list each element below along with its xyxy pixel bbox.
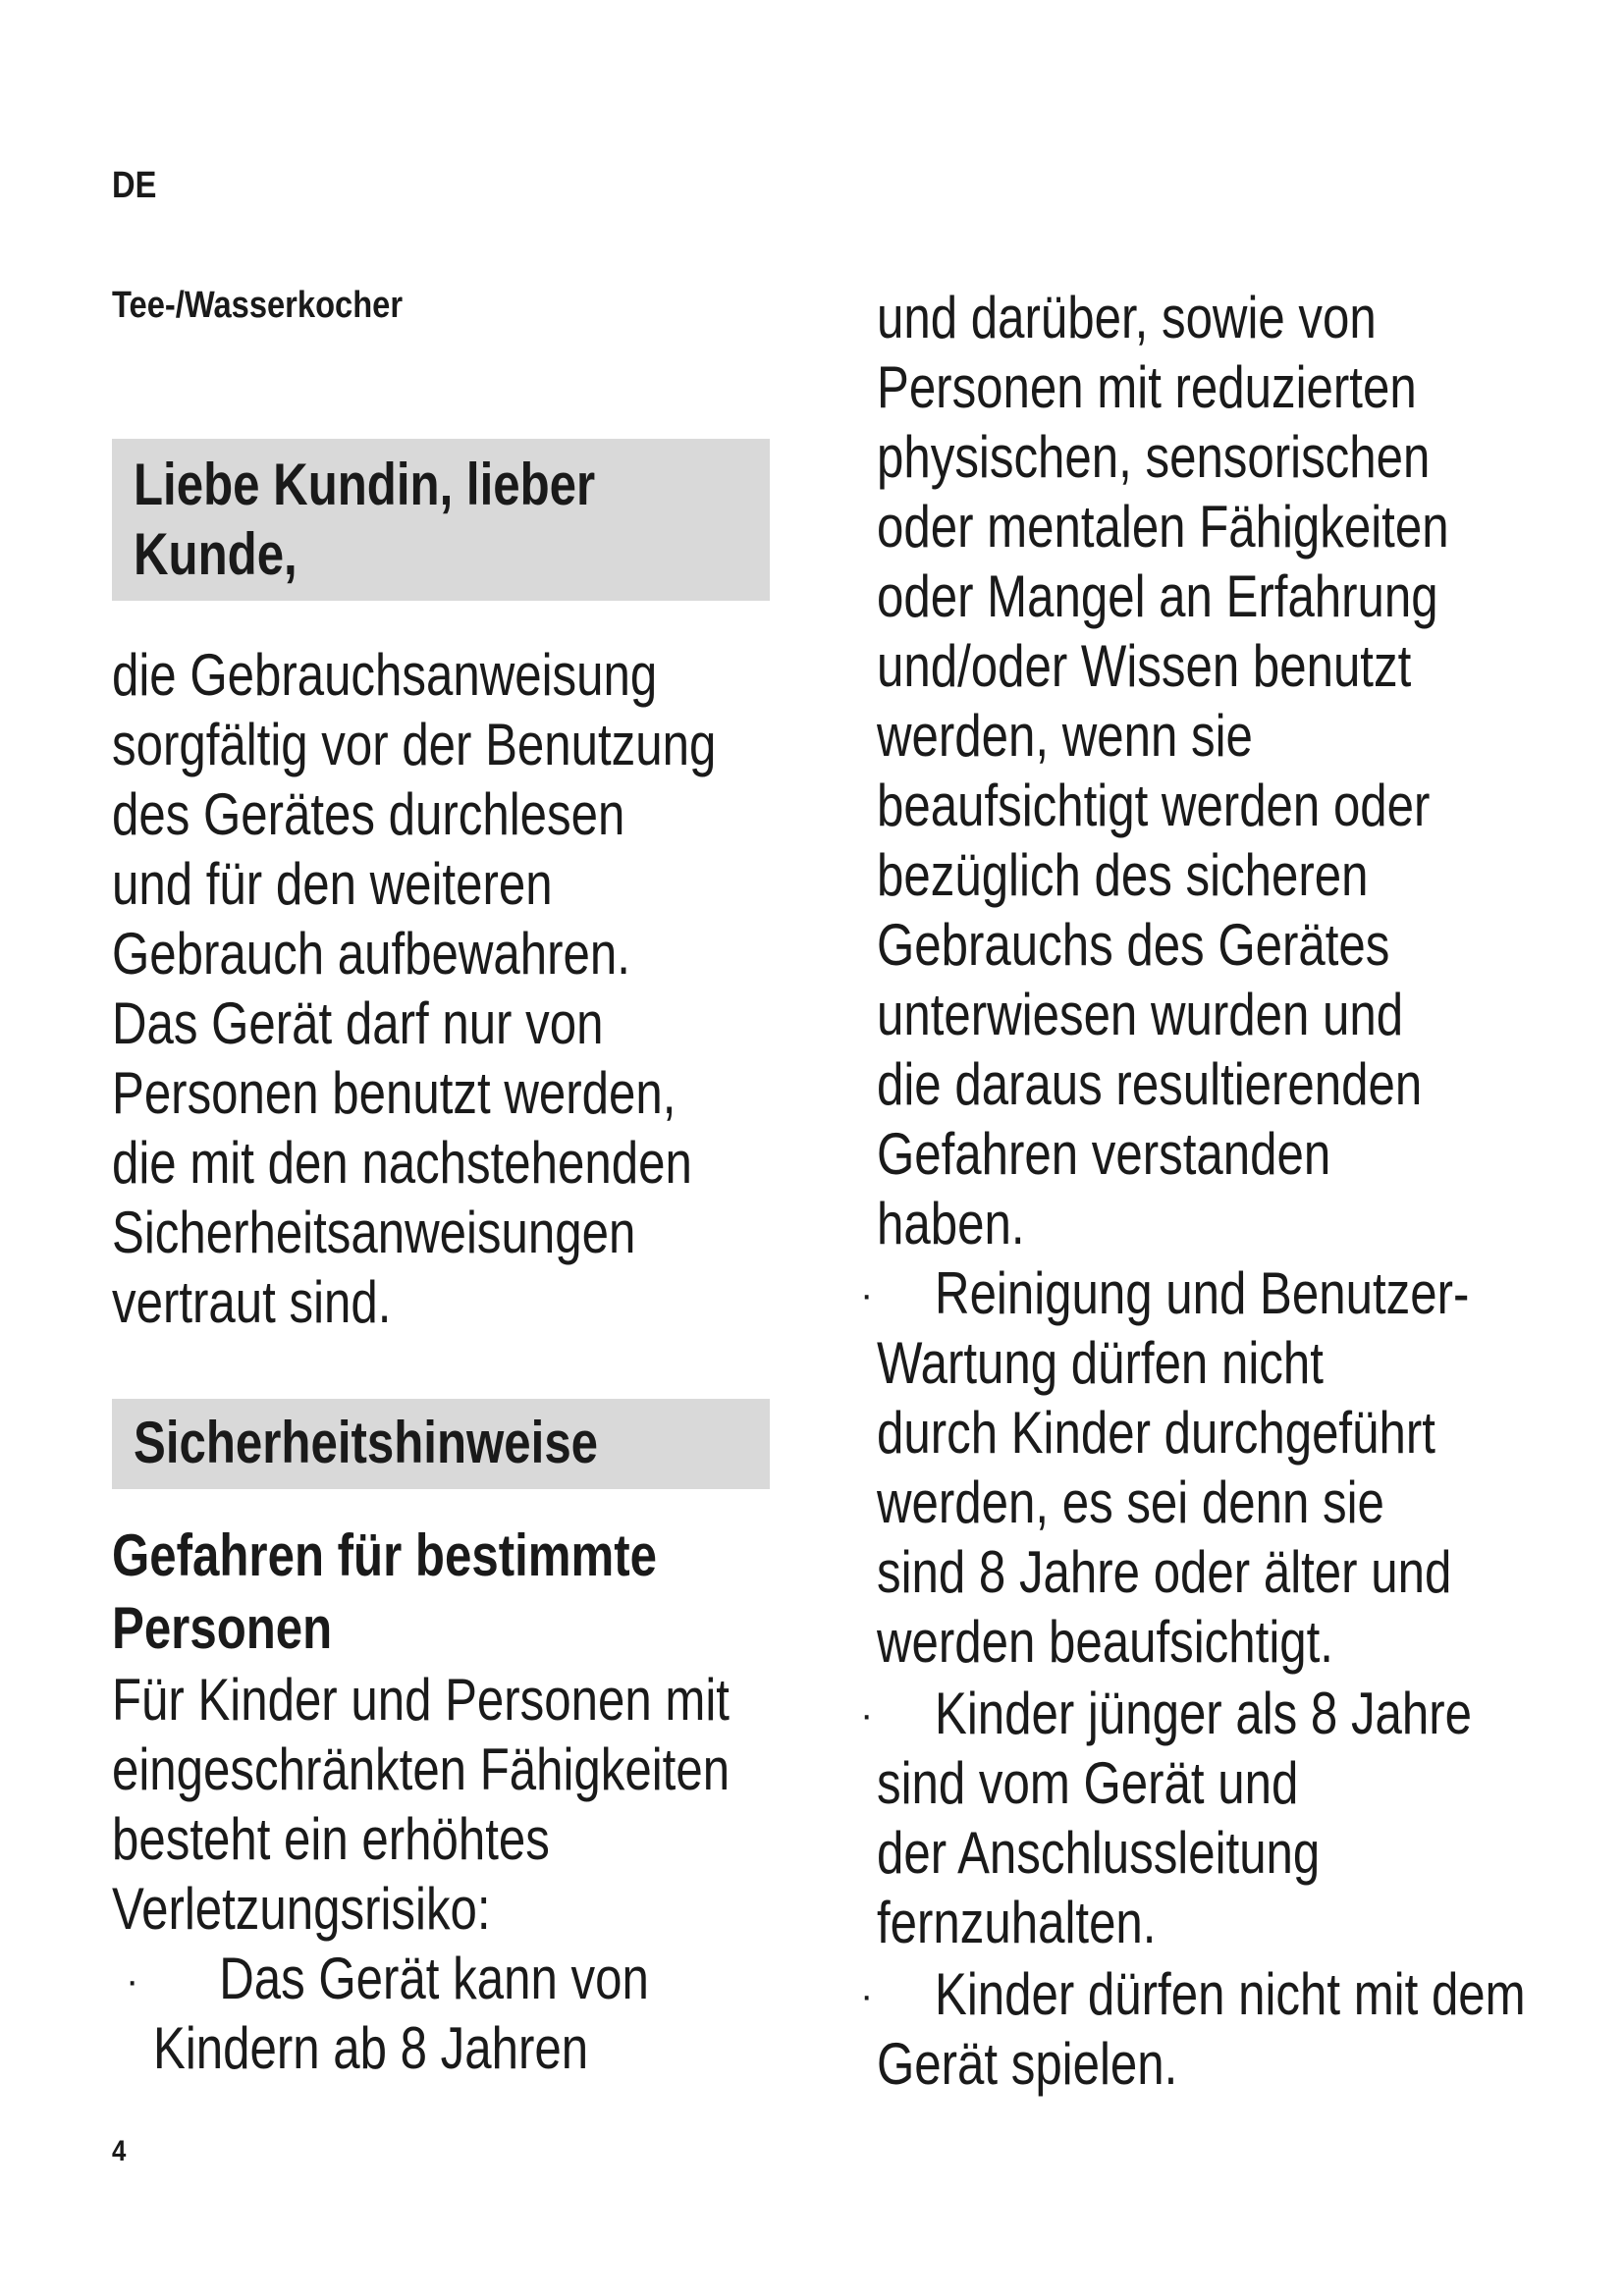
bullet-1-start: Das Gerät kann von Kindern ab 8 Jahren: [153, 1946, 649, 2081]
bullet-3: Kinder jünger als 8 Jahre sind vom Gerät und der Anschlussleitung fernzuhalten.: [877, 1681, 1473, 1955]
risk-paragraph: Für Kinder und Personen mit eingeschränkten Fähigkeiten besteht ein erhöhtes Verletzungsrisiko:: [112, 1667, 731, 1942]
greeting-heading: Liebe Kundin, lieber Kunde,: [134, 452, 596, 587]
bullet-2: Reinigung und Benutzer- Wartung dürfen nicht durch Kinder durchgeführt werden, es sei denn sie sind 8 Jahre oder älter und werden beaufsichtigt.: [877, 1260, 1470, 1675]
bullet-marker: ·: [860, 1693, 874, 1736]
safety-heading: Sicherheitshinweise: [134, 1410, 599, 1475]
intro-paragraph: die Gebrauchsanweisung sorgfältig vor der Benutzung des Gerätes durchlesen und für den weiteren Gebrauch aufbewahren. Das Gerät darf nur von Personen benutzt werden, die mit den nachstehenden Sicherheitsanweisungen vertraut sind.: [112, 642, 717, 1335]
bullet-1-continued: und darüber, sowie von Personen mit reduzierten physischen, sensorischen oder mentalen Fähigkeiten oder Mangel an Erfahrung und/oder Wissen benutzt werden, wenn sie beaufsichtigt werden oder bezüglich des sicheren Gebrauchs des Gerätes unterwiesen wurden und die daraus resultierenden Gefahren verstanden haben.: [877, 285, 1449, 1256]
page-number: 4: [112, 2135, 127, 2167]
bullet-marker: ·: [126, 1959, 139, 2002]
bullet-marker: ·: [860, 1974, 874, 2017]
language-code: DE: [112, 165, 157, 206]
bullet-4: Kinder dürfen nicht mit dem Gerät spielen.: [877, 1961, 1526, 2097]
bullet-marker: ·: [860, 1273, 874, 1316]
risk-subheading: Gefahren für bestimmte Personen: [112, 1522, 657, 1661]
product-title: Tee-/Wasserkocher: [112, 285, 404, 326]
